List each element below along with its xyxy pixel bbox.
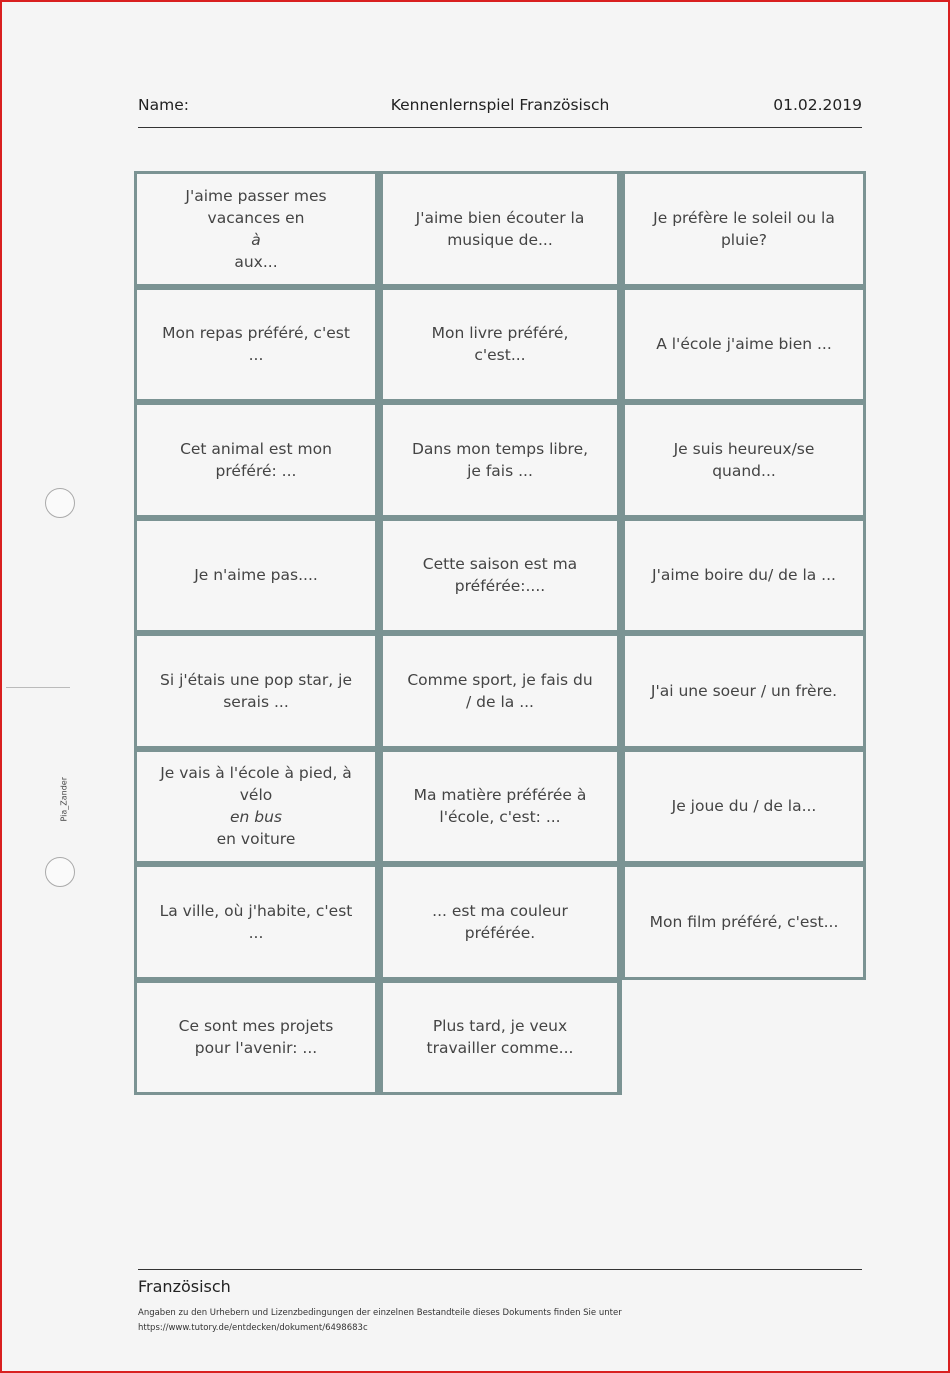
card-10: Je n'aime pas....	[134, 518, 378, 634]
license-note: Angaben zu den Urhebern und Lizenzbedingungen der einzelnen Bestandteile dieses Dokuments finden Sie unter	[138, 1308, 622, 1318]
card-4: Mon repas préféré, c'est ...	[134, 287, 378, 403]
header	[138, 94, 862, 120]
author-label: Pia_Zander	[59, 776, 69, 822]
card-18: Je joue du / de la...	[622, 749, 866, 865]
card-11: Cette saison est ma préférée:....	[378, 518, 622, 634]
punch-hole-bottom	[45, 857, 75, 887]
card-1: J'aime passer mes vacances en à aux...	[134, 171, 378, 287]
footer-note	[138, 1306, 838, 1336]
footer-divider	[138, 1269, 862, 1270]
card-14: Comme sport, je fais du / de la ...	[378, 633, 622, 749]
footer-subject: Französisch	[138, 1277, 231, 1296]
worksheet-title: Kennenlernspiel Französisch	[390, 96, 610, 114]
card-2: J'aime bien écouter la musique de...	[378, 171, 622, 287]
card-13: Si j'étais une pop star, je serais ...	[134, 633, 378, 749]
card-20: ... est ma couleur préférée.	[378, 864, 622, 980]
card-9: Je suis heureux/se quand...	[622, 402, 866, 518]
card-21: Mon film préféré, c'est...	[622, 864, 866, 980]
card-22: Ce sont mes projets pour l'avenir: ...	[134, 980, 378, 1096]
card-grid	[134, 171, 866, 1095]
card-8: Dans mon temps libre, je fais ...	[378, 402, 622, 518]
document-link[interactable]: https://www.tutory.de/entdecken/dokument/6498683c	[138, 1323, 368, 1333]
card-7: Cet animal est mon préféré: ...	[134, 402, 378, 518]
card-3: Je préfère le soleil ou la pluie?	[622, 171, 866, 287]
card-23: Plus tard, je veux travailler comme...	[378, 980, 622, 1096]
card-19: La ville, où j'habite, c'est ...	[134, 864, 378, 980]
fold-mark	[6, 687, 70, 688]
card-16: Je vais à l'école à pied, à vélo en bus en voiture	[134, 749, 378, 865]
worksheet-date: 01.02.2019	[773, 96, 862, 114]
card-5: Mon livre préféré, c'est...	[378, 287, 622, 403]
card-6: A l'école j'aime bien ...	[622, 287, 866, 403]
card-17: Ma matière préférée à l'école, c'est: ...	[378, 749, 622, 865]
name-label: Name:	[138, 96, 189, 114]
card-12: J'aime boire du/ de la ...	[622, 518, 866, 634]
header-divider	[138, 127, 862, 128]
card-15: J'ai une soeur / un frère.	[622, 633, 866, 749]
punch-hole-top	[45, 488, 75, 518]
